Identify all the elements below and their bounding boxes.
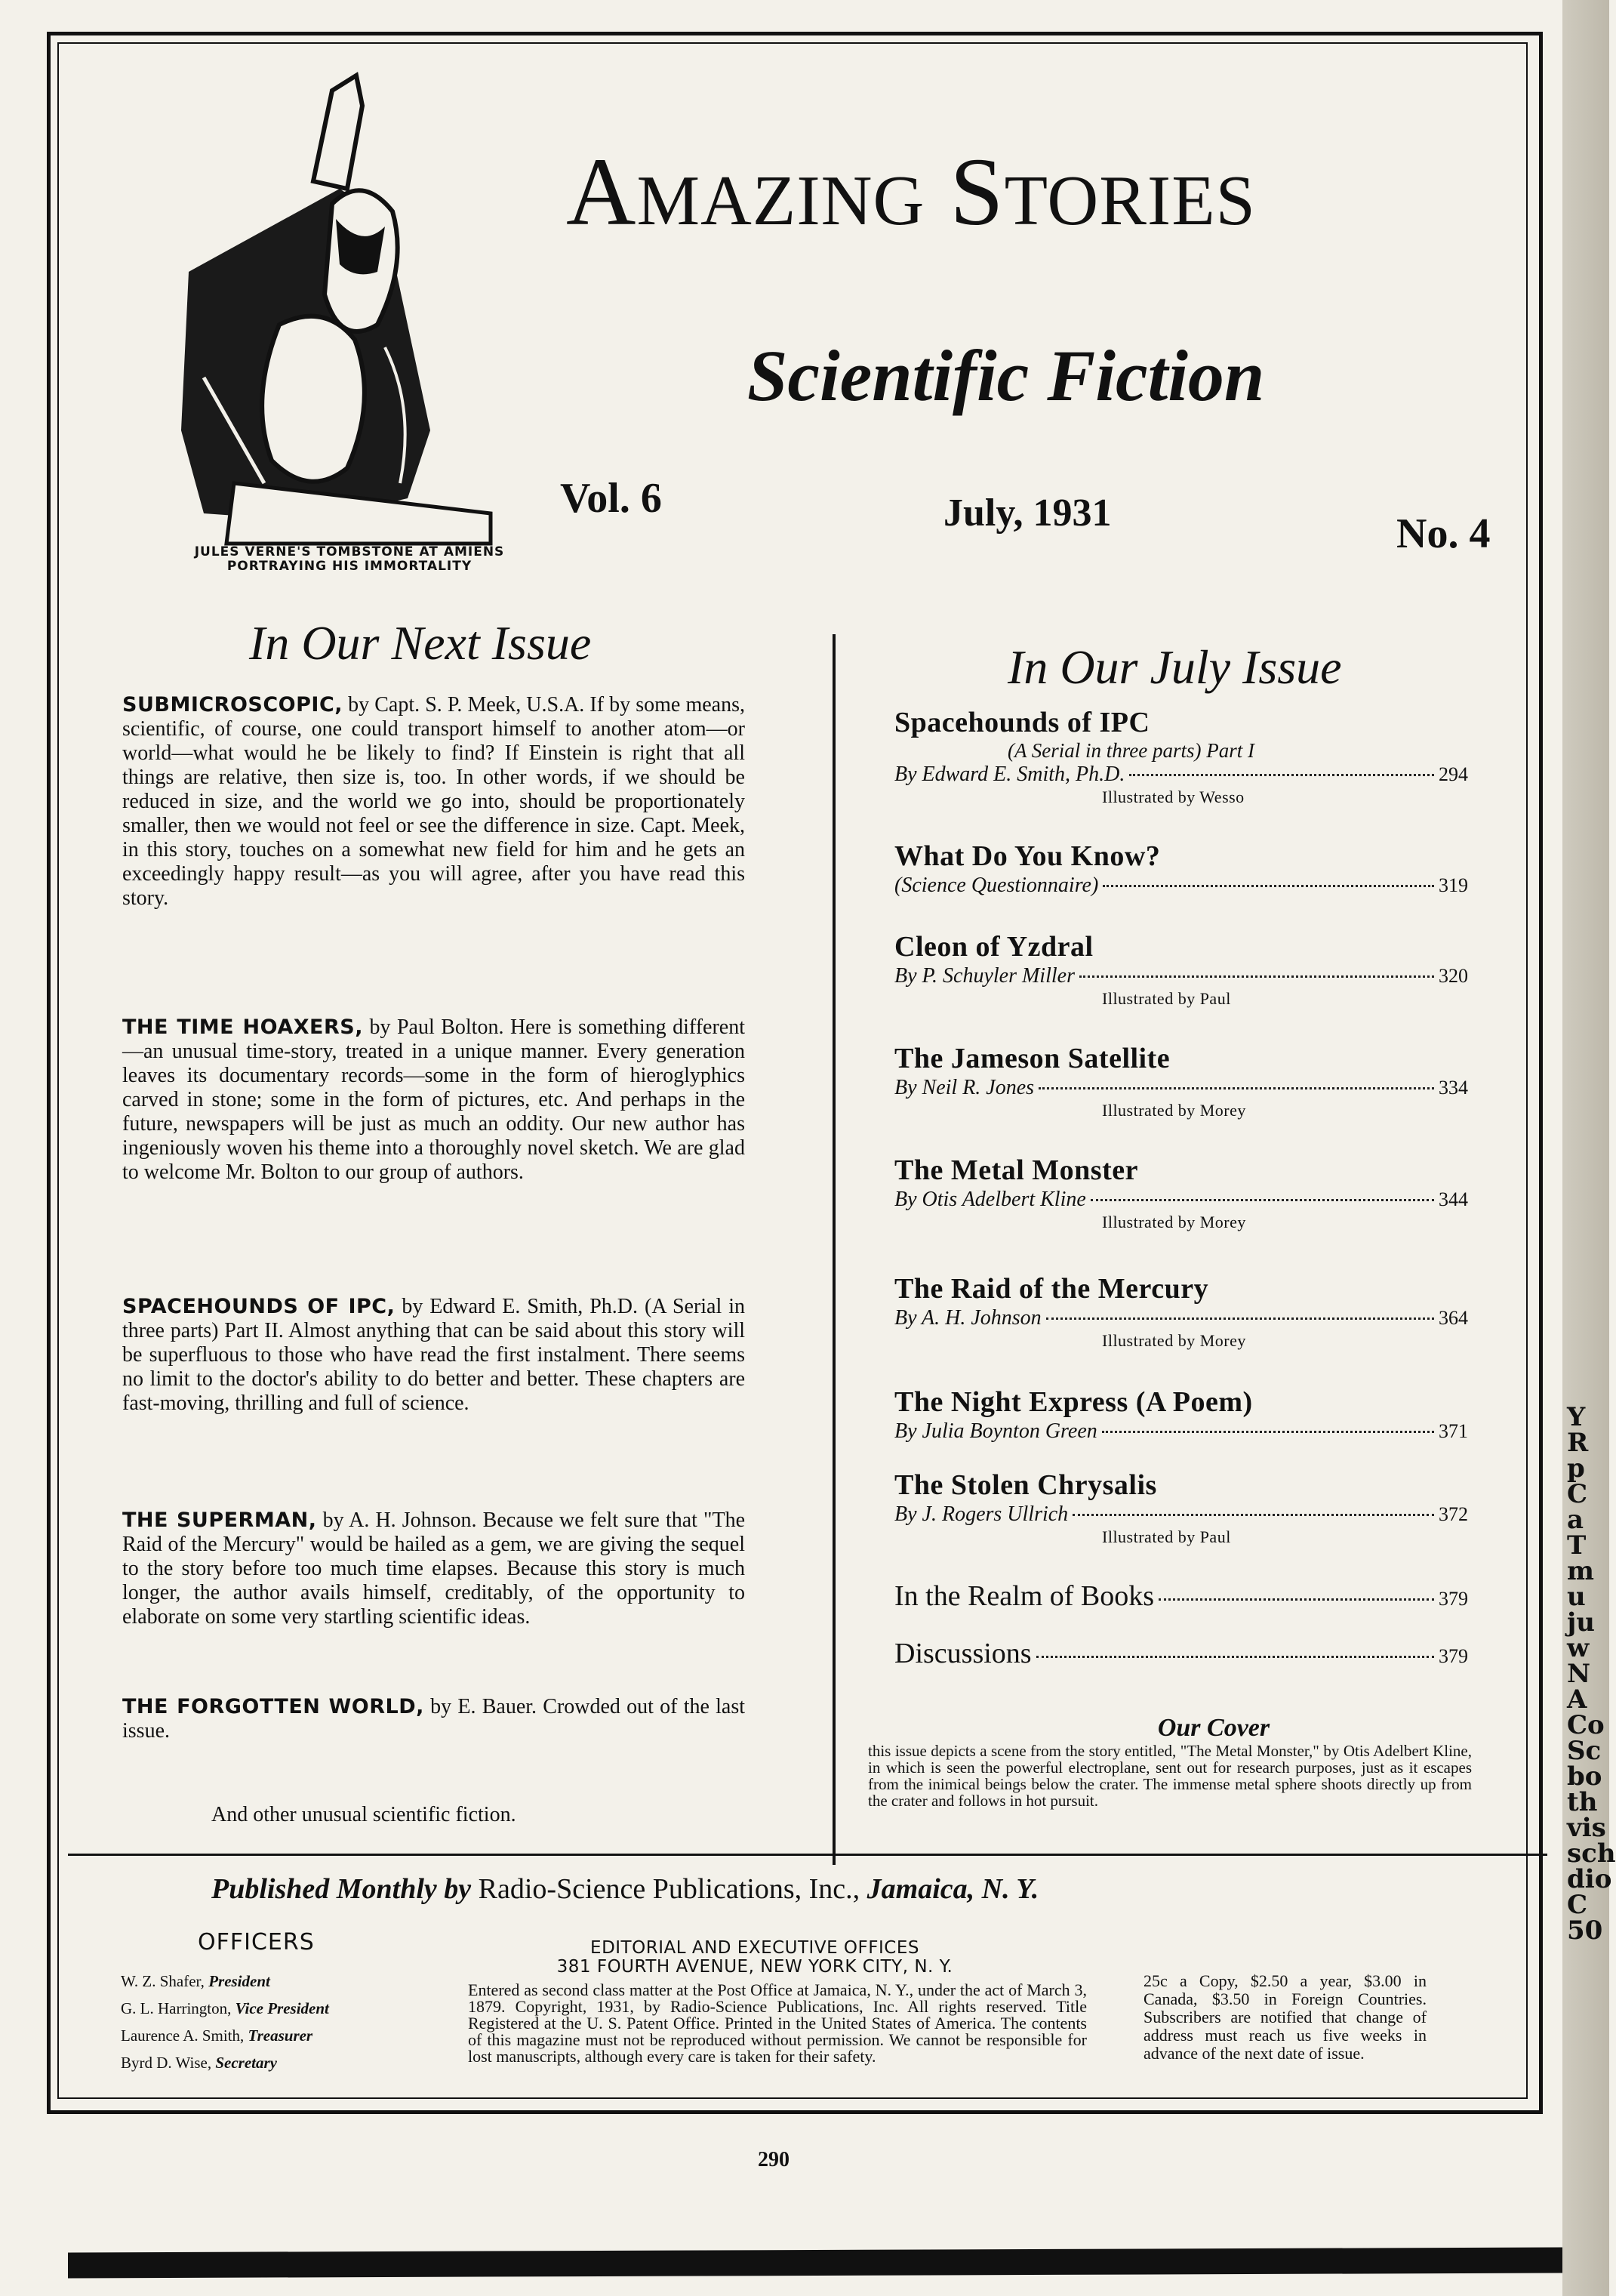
- toc-title: Discussions: [894, 1638, 1032, 1669]
- next-issue-item: [122, 693, 745, 911]
- toc-byline: By Neil R. Jones: [894, 1076, 1035, 1099]
- entry-notice: Entered as second class matter at the Post Office at Jamaica, N. Y., under the act of March 3, 1879. Copyright, 1931, by Radio-Science Publications, Inc. All rights reserved. Title Registered at the U. S. Patent Office. Printed in the United States of America. The contents of this magazine must not be reproduced without permission. We cannot be responsible for lost manuscripts, although every care is taken for their safety.: [468, 1980, 1087, 2066]
- toc-title: What Do You Know?: [894, 840, 1161, 872]
- toc-byline: By Edward E. Smith, Ph.D.: [894, 763, 1125, 786]
- volume-label: Vol. 6: [560, 475, 662, 522]
- dot-leader: [1159, 1598, 1434, 1601]
- toc-byline: By P. Schuyler Miller: [894, 964, 1075, 988]
- toc-plain-row: [894, 1579, 1468, 1616]
- officer-name: W. Z. Shafer,: [121, 1972, 209, 1990]
- toc-byline-row: [894, 762, 1468, 787]
- column-divider: [833, 634, 836, 1865]
- toc-title: The Metal Monster: [894, 1154, 1138, 1186]
- toc-plain-row: [894, 1637, 1468, 1673]
- toc-page: 344: [1439, 1188, 1468, 1210]
- dot-leader: [1046, 1318, 1434, 1320]
- officer-line: [121, 1999, 438, 2017]
- strip-char: T: [1567, 1530, 1587, 1561]
- toc-title: In the Realm of Books: [894, 1580, 1155, 1612]
- toc-page: 379: [1439, 1588, 1468, 1610]
- toc-entry: [894, 1469, 1468, 1547]
- next-issue-item: [122, 1295, 745, 1416]
- title-part-1: MAZING: [636, 162, 925, 240]
- strip-char: N: [1567, 1659, 1591, 1689]
- strip-char: a: [1567, 1505, 1584, 1535]
- july-issue-heading: In Our July Issue: [1008, 640, 1342, 694]
- magazine-title: [566, 138, 1562, 245]
- strip-char: th: [1567, 1787, 1598, 1817]
- item-text: (A Serial in three parts) Part II. Almost anything that can be said about this story will be superfluous to those who have read the first instalment. There seems no limit to the doctor's ability to do better and better. These chapters are fast-moving, thrilling and full of science.: [122, 1295, 746, 1415]
- toc-entry: [894, 930, 1468, 1009]
- toc-page: 364: [1439, 1307, 1468, 1329]
- item-author: by E. Bauer.: [423, 1695, 537, 1718]
- toc-byline-row: [894, 1502, 1468, 1527]
- toc-entry: [894, 1385, 1468, 1444]
- publisher-place: Jamaica, N. Y.: [866, 1873, 1039, 1905]
- publisher-name: Radio-Science Publications, Inc.,: [471, 1873, 867, 1905]
- toc-byline-row: [894, 1419, 1468, 1444]
- toc-page: 319: [1439, 874, 1468, 896]
- title-part-2: TORIES: [1004, 162, 1256, 240]
- strip-char: Sc: [1567, 1736, 1602, 1766]
- next-issue-item: [122, 1509, 745, 1629]
- strip-char: R: [1567, 1428, 1589, 1458]
- item-text: Crowded out of the last issue.: [122, 1695, 746, 1743]
- officers-heading: OFFICERS: [198, 1929, 315, 1955]
- toc-byline: By J. Rogers Ullrich: [894, 1502, 1069, 1526]
- item-text: Because we felt sure that "The Raid of the Mercury" would be hailed as a gem, we are giving the sequel to the story before too much time elapses. Because this story is much longer, the author avails himself, creditably, of the opportunity to elaborate on some very startling scientific ideas.: [122, 1509, 745, 1629]
- strip-char: A: [1567, 1684, 1587, 1715]
- toc-page: 372: [1439, 1503, 1468, 1525]
- published-line: [211, 1872, 1344, 1906]
- caption-line-1: JULES VERNE'S TOMBSTONE AT AMIENS: [194, 544, 505, 559]
- toc-byline: By Otis Adelbert Kline: [894, 1188, 1086, 1211]
- toc-entry: [894, 1272, 1468, 1351]
- title-initial-s: S: [950, 138, 1005, 245]
- toc-page: 294: [1439, 763, 1468, 785]
- toc-byline-row: [894, 1075, 1468, 1101]
- toc-illustrator: Illustrated by Paul: [1102, 989, 1231, 1008]
- toc-entry: [894, 840, 1468, 898]
- strip-char: vis: [1567, 1813, 1606, 1843]
- item-author: by Edward E. Smith, Ph.D.: [395, 1295, 639, 1318]
- dot-leader: [1129, 774, 1434, 776]
- toc-byline: By A. H. Johnson: [894, 1306, 1042, 1330]
- published-prefix: Published Monthly by: [211, 1873, 472, 1905]
- strip-char: bo: [1567, 1761, 1602, 1792]
- toc-illustrator: Illustrated by Morey: [1102, 1213, 1246, 1231]
- strip-char: sch: [1567, 1838, 1616, 1869]
- strip-char: m: [1567, 1556, 1594, 1586]
- toc-title: Cleon of Yzdral: [894, 931, 1094, 963]
- toc-title: The Raid of the Mercury: [894, 1273, 1209, 1305]
- price-notice: 25c a Copy, $2.50 a year, $3.00 in Canada, $3.50 in Foreign Countries. Subscribers are notified that change of address must reach us five weeks in advance of the next date of issue.: [1144, 1971, 1427, 2063]
- toc-title: Spacehounds of IPC: [894, 707, 1150, 738]
- item-text: If by some means, scientific, of course, one could transport himself to another atom—or world—what would he be likely to find? If Einstein is right that all things are relative, then size is, too. In other words, if we should be reduced in size, and the world we go into, should be proportionately smaller, then we would not feel or see the difference in size. Capt. Meek, in this story, touches on a somewhat new field for him and he gets an exceedingly happy result—as you will agree, after you have read this story.: [122, 693, 745, 910]
- strip-char: Co: [1567, 1710, 1605, 1740]
- issue-number: No. 4: [1396, 510, 1491, 557]
- officer-role: Secretary: [215, 2054, 277, 2072]
- officer-role: Treasurer: [248, 2026, 313, 2045]
- toc-entry: [894, 1637, 1468, 1673]
- dot-leader: [1103, 885, 1434, 887]
- toc-byline-row: [894, 963, 1468, 989]
- toc-byline: (Science Questionnaire): [894, 874, 1099, 897]
- item-title: THE TIME HOAXERS,: [122, 1015, 363, 1039]
- item-author: by Paul Bolton.: [362, 1015, 504, 1039]
- toc-page: 379: [1439, 1645, 1468, 1667]
- toc-byline-row: [894, 1305, 1468, 1331]
- officer-role: Vice President: [235, 1999, 329, 2017]
- offices-line-2: 381 FOURTH AVENUE, NEW YORK CITY, N. Y.: [556, 1957, 953, 1977]
- adjacent-page-strip: [1562, 0, 1616, 2296]
- toc-illustrator: Illustrated by Wesso: [1102, 787, 1245, 806]
- toc-page: 334: [1439, 1077, 1468, 1099]
- offices-line-1: EDITORIAL AND EXECUTIVE OFFICES: [590, 1938, 919, 1958]
- toc-page: 371: [1439, 1420, 1468, 1442]
- strip-char: p: [1567, 1453, 1585, 1484]
- dot-leader: [1073, 1514, 1434, 1516]
- officer-name: Laurence A. Smith,: [121, 2026, 248, 2045]
- issue-date: July, 1931: [943, 492, 1112, 535]
- toc-note: (A Serial in three parts) Part I: [1008, 739, 1254, 762]
- strip-char: dio: [1567, 1864, 1612, 1894]
- toc-illustrator: Illustrated by Morey: [1102, 1101, 1246, 1120]
- toc-entry: [894, 706, 1468, 807]
- toc-illustrator: Illustrated by Paul: [1102, 1527, 1231, 1546]
- caption-line-2: PORTRAYING HIS IMMORTALITY: [226, 559, 472, 574]
- next-issue-heading: In Our Next Issue: [249, 616, 592, 670]
- tombstone-illustration: [159, 76, 551, 544]
- our-cover-text: this issue depicts a scene from the story entitled, "The Metal Monster," by Otis Adelbert Kline, in which is seen the powerful electroplane, sent out for research purposes, just as it escapes from the inimical beings below the crater. The immense metal sphere shoots directly up from the crater and follows in hot pursuit.: [868, 1742, 1472, 1810]
- officer-line: [121, 2026, 438, 2045]
- toc-entry: [894, 1579, 1468, 1616]
- toc-title: The Stolen Chrysalis: [894, 1469, 1157, 1501]
- officer-name: Byrd D. Wise,: [121, 2054, 216, 2072]
- item-author: by Capt. S. P. Meek, U.S.A.: [343, 693, 585, 717]
- officer-line: [121, 2054, 438, 2072]
- illustration-caption: [149, 545, 549, 574]
- dot-leader: [1079, 975, 1434, 978]
- next-issue-closing: And other unusual scientific fiction.: [211, 1803, 516, 1826]
- toc-title: The Night Express (A Poem): [894, 1386, 1253, 1418]
- toc-title: The Jameson Satellite: [894, 1043, 1171, 1074]
- toc-byline-row: [894, 1187, 1468, 1213]
- item-title: THE FORGOTTEN WORLD,: [122, 1695, 424, 1718]
- editorial-offices: [483, 1939, 1027, 1977]
- strip-char: C: [1567, 1479, 1588, 1509]
- strip-char: 50: [1567, 1915, 1603, 1946]
- officer-line: [121, 1972, 438, 1990]
- strip-char: u: [1567, 1582, 1586, 1612]
- next-issue-item: [122, 1695, 745, 1743]
- toc-page: 320: [1439, 965, 1468, 987]
- page-number: 290: [758, 2148, 790, 2171]
- item-title: SPACEHOUNDS OF IPC,: [122, 1295, 396, 1318]
- item-text: Here is something different—an unusual time-story, treated in a unique manner. Every generation leaves its documentary records—some in the form of hieroglyphics carved in stone; some in the form of pictures, etc. And perhaps in the future, newspapers will be just as much an oddity. Our new author has ingeniously woven his theme into a thoroughly novel sketch. We are glad to welcome Mr. Bolton to our group of authors.: [122, 1015, 746, 1184]
- dot-leader: [1102, 1431, 1434, 1433]
- dot-leader: [1036, 1656, 1434, 1658]
- strip-char: w: [1567, 1633, 1590, 1663]
- magazine-subtitle: Scientific Fiction: [747, 335, 1265, 416]
- next-issue-item: [122, 1015, 745, 1185]
- officer-role: President: [208, 1972, 270, 1990]
- title-initial-a: A: [566, 138, 637, 245]
- item-title: SUBMICROSCOPIC,: [122, 693, 343, 717]
- bottom-binding-bar: [68, 2248, 1562, 2279]
- item-title: THE SUPERMAN,: [122, 1509, 317, 1532]
- toc-entry: [894, 1042, 1468, 1120]
- strip-char: C: [1567, 1890, 1588, 1920]
- strip-char: ju: [1567, 1607, 1596, 1638]
- dot-leader: [1091, 1199, 1434, 1201]
- dot-leader: [1039, 1087, 1434, 1089]
- toc-entry: [894, 1154, 1468, 1232]
- footer-rule: [68, 1854, 1547, 1856]
- officer-name: G. L. Harrington,: [121, 1999, 235, 2017]
- toc-byline: By Julia Boynton Green: [894, 1419, 1097, 1443]
- strip-char: Y: [1567, 1402, 1586, 1432]
- item-author: by A. H. Johnson.: [316, 1509, 477, 1532]
- toc-byline-row: [894, 873, 1468, 898]
- our-cover-heading: Our Cover: [1157, 1714, 1270, 1742]
- toc-illustrator: Illustrated by Morey: [1102, 1331, 1246, 1350]
